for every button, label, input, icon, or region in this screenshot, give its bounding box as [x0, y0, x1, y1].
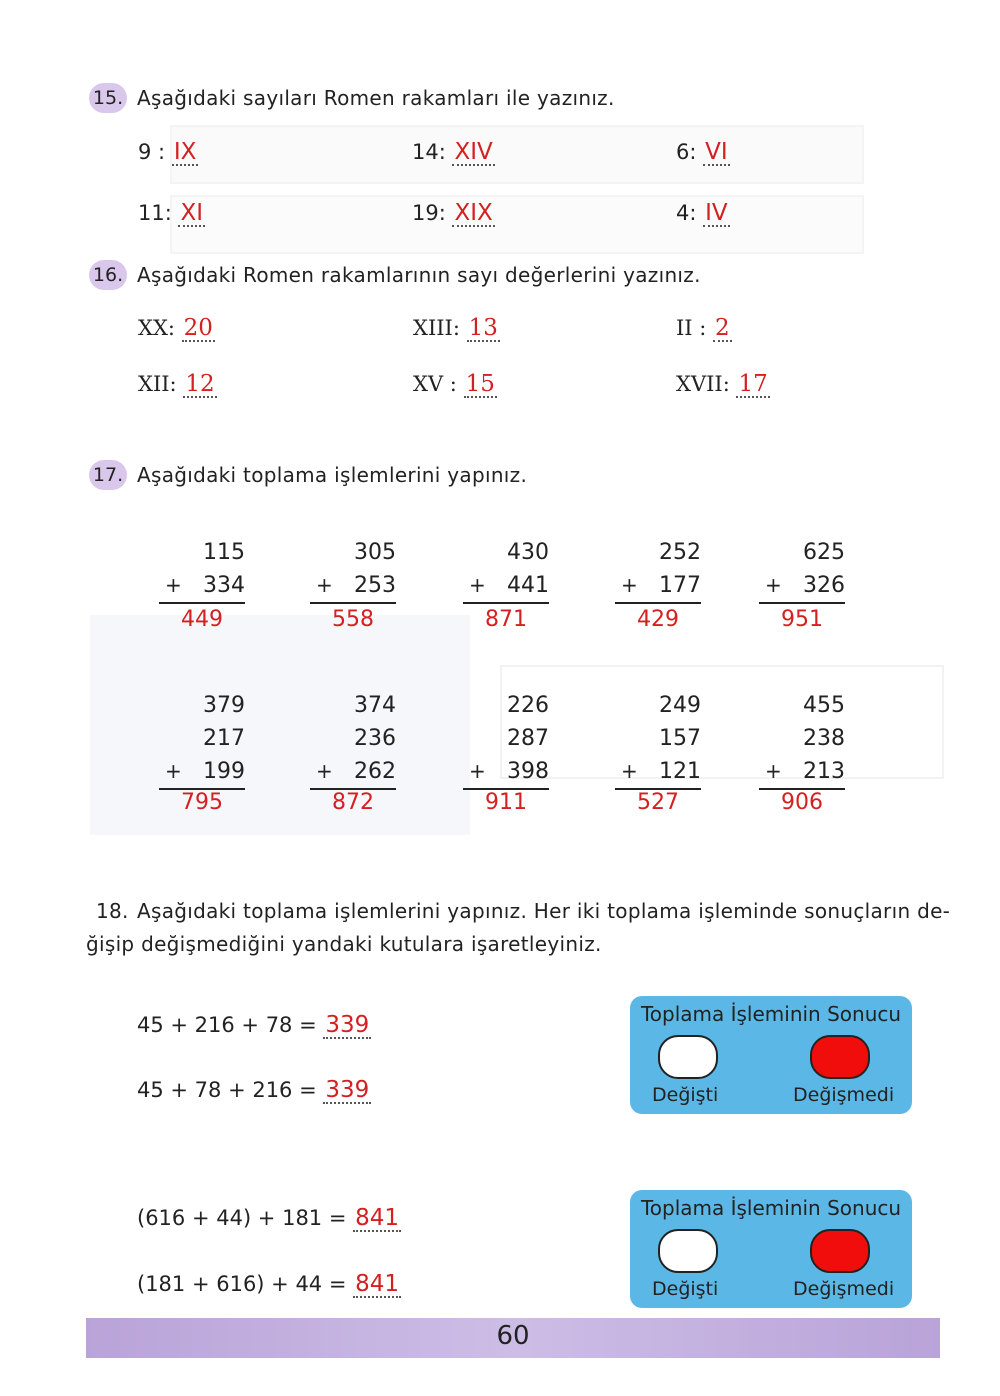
result-panel — [630, 1190, 912, 1308]
equation-text: (616 + 44) + 181 = — [137, 1206, 347, 1230]
q15-label: 9 : — [138, 140, 166, 164]
q15-label: 4: — [676, 201, 697, 225]
plus-sign: + — [165, 759, 182, 783]
plus-sign: + — [316, 573, 333, 597]
addend: 305 — [354, 540, 396, 565]
addend: 199 — [203, 759, 245, 784]
bleed-through-panel — [90, 615, 470, 835]
question-18-text-line2: ğişip değişmediğini yandaki kutulara işaretleyiniz. — [86, 932, 602, 956]
equation-answer[interactable]: 841 — [355, 1205, 400, 1231]
question-15-text: Aşağıdaki sayıları Romen rakamları ile yazınız. — [137, 86, 615, 110]
question-16-text: Aşağıdaki Romen rakamlarının sayı değerlerini yazınız. — [137, 263, 701, 287]
bleed-through-table — [500, 665, 944, 779]
q16-answer[interactable]: 2 — [715, 315, 730, 341]
sum-result[interactable]: 911 — [485, 790, 527, 815]
addend: 334 — [203, 573, 245, 598]
option-changed-label: Değişti — [652, 1278, 719, 1300]
addend: 441 — [507, 573, 549, 598]
q15-label: 11: — [138, 201, 172, 225]
q15-item — [412, 201, 495, 227]
equation-answer[interactable]: 841 — [355, 1271, 400, 1297]
addition-problem — [765, 689, 845, 816]
equation — [137, 1013, 371, 1039]
q16-label: XV : — [413, 372, 457, 396]
option-changed-oval[interactable] — [658, 1229, 718, 1273]
addition-problem — [165, 536, 245, 636]
bleed-through-table — [170, 195, 864, 254]
equation — [137, 1206, 401, 1232]
addend: 177 — [659, 573, 701, 598]
addition-problem — [621, 536, 701, 636]
q15-item — [676, 201, 730, 227]
plus-sign: + — [316, 759, 333, 783]
q16-answer[interactable]: 12 — [185, 371, 215, 397]
q16-item — [413, 316, 500, 342]
addend: 236 — [354, 726, 396, 751]
equation-text: (181 + 616) + 44 = — [137, 1272, 347, 1296]
panel-title: Toplama İşleminin Sonucu — [640, 1196, 902, 1220]
addend: 121 — [659, 759, 701, 784]
bleed-through-table — [170, 125, 864, 184]
addend: 262 — [354, 759, 396, 784]
q15-item — [138, 201, 205, 227]
sum-result[interactable]: 871 — [485, 607, 527, 632]
q15-answer[interactable]: XIV — [454, 139, 493, 165]
q15-answer[interactable]: XI — [180, 200, 204, 226]
question-17-number: 17. — [89, 460, 127, 490]
addition-problem — [316, 689, 396, 816]
question-18-number: 18. — [96, 899, 129, 923]
sum-result[interactable]: 795 — [181, 790, 223, 815]
plus-sign: + — [621, 573, 638, 597]
addition-problem — [621, 689, 701, 816]
equation-text: 45 + 216 + 78 = — [137, 1013, 317, 1037]
plus-sign: + — [469, 573, 486, 597]
addend: 430 — [507, 540, 549, 565]
option-unchanged-label: Değişmedi — [793, 1278, 895, 1300]
q16-label: II : — [676, 316, 707, 340]
plus-sign: + — [765, 759, 782, 783]
addend: 217 — [203, 726, 245, 751]
q15-answer[interactable]: IV — [705, 200, 728, 226]
sum-result[interactable]: 429 — [637, 607, 679, 632]
addend: 625 — [803, 540, 845, 565]
q16-item — [676, 372, 770, 398]
equation — [137, 1078, 371, 1104]
addend: 398 — [507, 759, 549, 784]
q16-answer[interactable]: 15 — [465, 371, 495, 397]
sum-result[interactable]: 951 — [781, 607, 823, 632]
q16-label: XVII: — [676, 372, 730, 396]
addition-problem — [765, 536, 845, 636]
sum-result[interactable]: 872 — [332, 790, 374, 815]
q16-item — [138, 316, 215, 342]
q16-item — [676, 316, 732, 342]
panel-title: Toplama İşleminin Sonucu — [640, 1002, 902, 1026]
plus-sign: + — [165, 573, 182, 597]
addend: 252 — [659, 540, 701, 565]
addend: 326 — [803, 573, 845, 598]
q15-item — [138, 140, 198, 166]
option-unchanged-oval[interactable] — [810, 1229, 870, 1273]
q15-label: 14: — [412, 140, 446, 164]
addend: 115 — [203, 540, 245, 565]
addend: 249 — [659, 693, 701, 718]
q15-item — [412, 140, 495, 166]
q16-answer[interactable]: 17 — [738, 371, 768, 397]
question-17-text: Aşağıdaki toplama işlemlerini yapınız. — [137, 463, 528, 487]
plus-sign: + — [469, 759, 486, 783]
q15-item — [676, 140, 730, 166]
question-18-text-line1: Aşağıdaki toplama işlemlerini yapınız. Her iki toplama işleminde sonuçların de- — [137, 899, 951, 923]
option-unchanged-oval[interactable] — [810, 1035, 870, 1079]
q16-label: XII: — [138, 372, 177, 396]
plus-sign: + — [621, 759, 638, 783]
sum-result[interactable]: 449 — [181, 607, 223, 632]
q16-item — [413, 372, 497, 398]
sum-result[interactable]: 558 — [332, 607, 374, 632]
addend: 374 — [354, 693, 396, 718]
equation-answer[interactable]: 339 — [325, 1012, 370, 1038]
sum-result[interactable]: 527 — [637, 790, 679, 815]
equation-text: 45 + 78 + 216 = — [137, 1078, 317, 1102]
addend: 253 — [354, 573, 396, 598]
q16-item — [138, 372, 217, 398]
question-15-number: 15. — [89, 83, 127, 113]
option-changed-label: Değişti — [652, 1084, 719, 1106]
q15-answer[interactable]: XIX — [454, 200, 493, 226]
equation — [137, 1272, 401, 1298]
option-unchanged-label: Değişmedi — [793, 1084, 895, 1106]
page-number: 60 — [496, 1321, 530, 1351]
q15-answer[interactable]: VI — [705, 139, 728, 165]
addend: 238 — [803, 726, 845, 751]
sum-result[interactable]: 906 — [781, 790, 823, 815]
addend: 157 — [659, 726, 701, 751]
q16-label: XX: — [138, 316, 175, 340]
question-16-number: 16. — [89, 260, 127, 290]
result-panel — [630, 996, 912, 1114]
q16-answer[interactable]: 20 — [183, 315, 213, 341]
addition-problem — [469, 536, 549, 636]
addend: 287 — [507, 726, 549, 751]
addend: 379 — [203, 693, 245, 718]
equation-answer[interactable]: 339 — [325, 1077, 370, 1103]
addition-problem — [469, 689, 549, 816]
q15-answer[interactable]: IX — [173, 139, 197, 165]
q16-answer[interactable]: 13 — [468, 315, 498, 341]
addition-problem — [316, 536, 396, 636]
page-footer-bar — [86, 1318, 940, 1358]
addend: 226 — [507, 693, 549, 718]
q16-label: XIII: — [413, 316, 460, 340]
option-changed-oval[interactable] — [658, 1035, 718, 1079]
plus-sign: + — [765, 573, 782, 597]
addition-problem — [165, 689, 245, 816]
q15-label: 6: — [676, 140, 697, 164]
addend: 455 — [803, 693, 845, 718]
q15-label: 19: — [412, 201, 446, 225]
addend: 213 — [803, 759, 845, 784]
